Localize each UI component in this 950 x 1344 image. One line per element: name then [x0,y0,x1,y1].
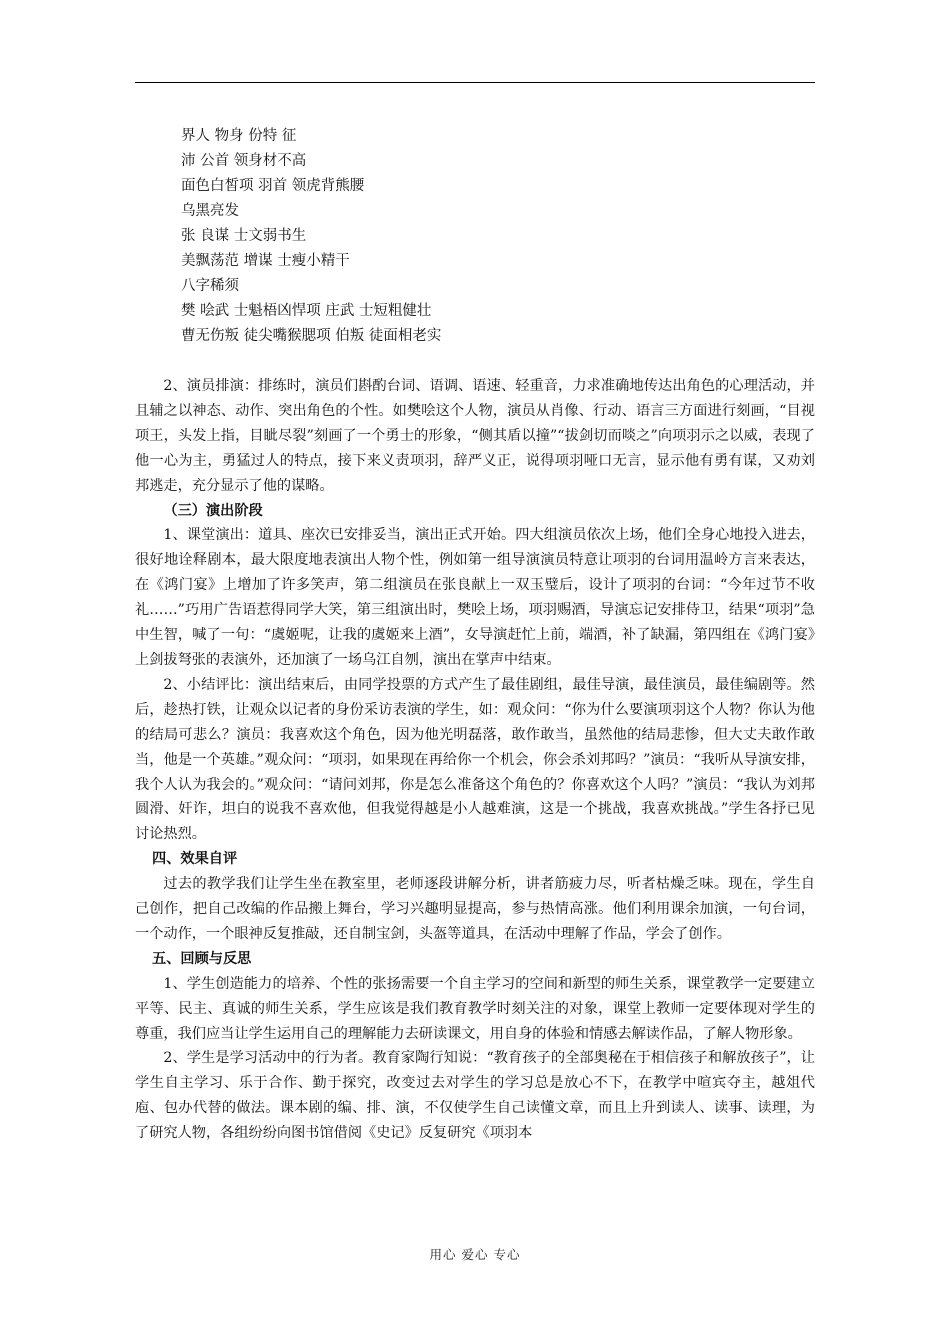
role-table-row: 沛 公首 领身材不高 [181,153,307,169]
role-table-row: 张 良谋 士文弱书生 [181,228,307,244]
role-table-row: 八字稀须 [181,278,239,294]
role-table-row: 樊 哙武 士魁梧凶悍项 庄武 士短粗健壮 [181,303,432,319]
heading-performance-stage: （三）演出阶段 [163,502,263,519]
paragraph-self-evaluation: 过去的教学我们让学生坐在教室里，老师逐段讲解分析，讲者筋疲力尽，听者枯燥乏味。现在，学生自己创作，把自己改编的作品搬上舞台，学习兴趣明显提高，参与热情高涨。他们利用课余加演，一句台词，一个动作，一个眼神反复推敲，还自制宝剑，头盔等道具，在活动中理解了作品，学会了创作。 [135,876,815,942]
paragraph-reflection-2: 2、学生是学习活动中的行为者。教育家陶行知说：“教育孩子的全部奥秘在于相信孩子和解放孩子”，让学生自主学习、乐于合作、勤于探究，改变过去对学生的学习总是放心不下，在教学中喧宾夺主，越俎代庖、包办代替的做法。课本剧的编、排、演，不仅使学生自己读懂文章，而且上升到读人、读事、读理，为了研究人物，各组纷纷向图书馆借阅《史记》反复研究《项羽本 [135,1050,815,1142]
page-footer: 用心 爱心 专心 [429,1247,521,1262]
heading-review-reflection: 五、回顾与反思 [152,950,252,967]
role-table-row: 乌黑亮发 [181,203,239,219]
paragraph-reflection-1: 1、学生创造能力的培养、个性的张扬需要一个自主学习的空间和新型的师生关系，课堂教学一定要建立平等、民主、真诚的师生关系，学生应该是我们教育教学时刻关注的对象，课堂上教师一定要体现对学生的尊重，我们应当让学生运用自己的理解能力去研读课文，用自身的体验和情感去解读作品，了解人物形象。 [135,975,815,1042]
paragraph-actor-rehearsal: 2、演员排演：排练时，演员们斟酌台词、语调、语速、轻重音，力求准确地传达出角色的心理活动，并且辅之以神态、动作、突出角色的个性。如樊哙这个人物，演员从肖像、行动、语言三方面进行刻画，“目视项王，头发上指，目眦尽裂”刻画了一个勇士的形象，“侧其盾以撞”“拔剑切而啖之”向项羽示之以威，表现了他一心为主，勇猛过人的特点，接下来义责项羽，辞严义正，说得项羽哑口无言，显示他有勇有谋，又劝刘邦逃走，充分显示了他的谋略。 [135,378,815,494]
body-text [135,374,815,1146]
paragraph-classroom-performance: 1、课堂演出：道具、座次已安排妥当，演出正式开始。四大组演员依次上场，他们全身心地投入进去，很好地诠释剧本，最大限度地表演出人物个性，例如第一组导演演员特意让项羽的台词用温岭方言来表达，在《鸿门宴》上增加了许多笑声，第二组演员在张良献上一双玉璧后，设计了项羽的台词：“今年过节不收礼……”巧用广告语惹得同学大笑，第三组演出时，樊哙上场，项羽赐酒，导演忘记安排侍卫，结果“项羽”急中生智，喊了一句：“虞姬呢，让我的虞姬来上酒”，女导演赶忙上前，端酒，补了缺漏，第四组在《鸿门宴》上剑拔弩张的表演外，还加演了一场乌江自刎，演出在掌声中结束。 [135,527,815,668]
paragraph-summary-evaluation: 2、小结评比：演出结束后，由同学投票的方式产生了最佳剧组，最佳导演，最佳演员，最佳编剧等。然后，趁热打铁，让观众以记者的身份采访表演的学生，如：观众问：“你为什么要演项羽这个人物？你认为他的结局可悲么？演员：我喜欢这个角色，因为他光明磊落，敢作敢当，虽然他的结局悲惨，但大丈夫敢作敢当，他是一个英雄。”观众问：“项羽，如果现在再给你一个机会，你会杀刘邦吗？”演员：“我听从导演安排，我个人认为我会的。”观众问：“请问刘邦，你是怎么准备这个角色的？你喜欢这个人吗？”演员：“我认为刘邦圆滑、奸诈，坦白的说我不喜欢他，但我觉得越是小人越难演，这是一个挑战，我喜欢挑战。”学生各抒已见讨论热烈。 [135,676,815,843]
header-rule [135,82,815,83]
role-table-row: 美飘荡范 增谋 士瘦小精干 [181,253,350,269]
role-table-row: 界人 物身 份特 征 [181,128,297,144]
role-table-row: 曹无伤叛 徒尖嘴猴腮项 伯叛 徒面相老实 [181,328,442,344]
heading-self-evaluation: 四、效果自评 [152,851,238,868]
role-table-row: 面色白皙项 羽首 领虎背熊腰 [181,178,365,194]
role-table [181,124,781,349]
